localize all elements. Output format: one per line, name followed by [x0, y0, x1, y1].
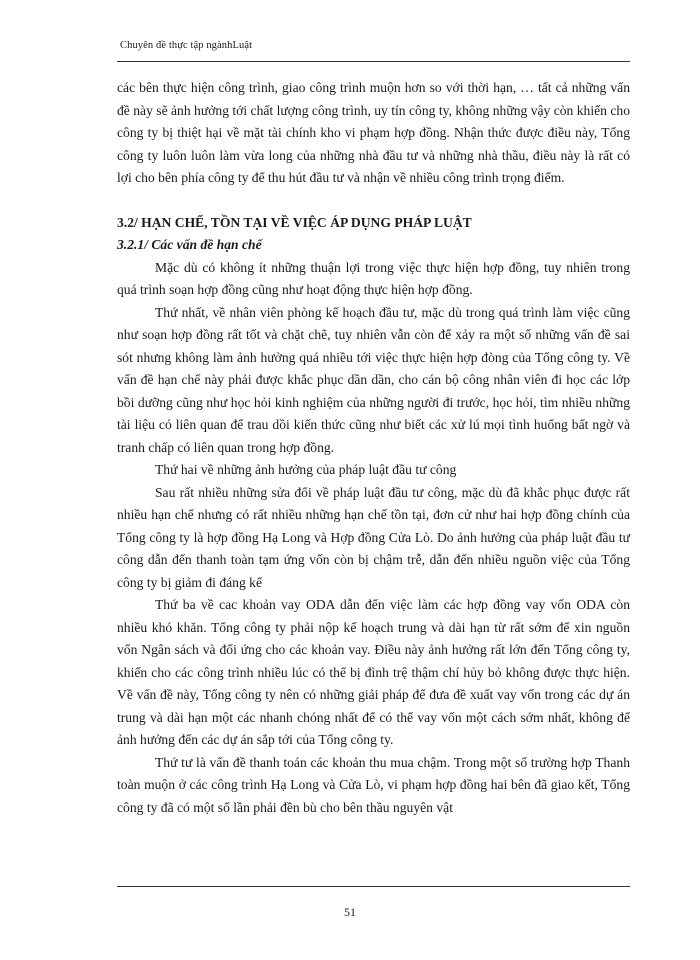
- paragraph-third-limitation: Thứ ba về cac khoản vay ODA dẫn đến việc làm các hợp đồng vay vốn ODA còn nhiều khó khăn. Tổng công ty phải nộp kế hoạch trung và dài hạn từ rất sớm để xin nguồn vốn Ngân sách và đối ứng cho các khoản vay. Điều này ảnh hưởng rất lớn đến Tổng công ty, khiến cho các công trình nhiều lúc có thể bị đình trệ thậm chí hủy bỏ không được thực hiện. Về vấn đề này, Tổng công ty nên có những giải pháp để đưa đề xuất vay vốn trong các dự án trung và dài hạn một các nhanh chóng nhất để có thể vay vốn một cách sớm nhất, không để ảnh hưởng đến các dự án sắp tới của Tổng công ty.: [117, 597, 630, 747]
- paragraph-fourth-limitation: Thứ tư là vấn đề thanh toán các khoản thu mua chậm. Trong một số trường hợp Thanh toàn muộn ở các công trình Hạ Long và Cửa Lò, vi phạm hợp đồng hai bên đã giao kết, Tổng công ty đã có một số lần phải đền bù cho bên thầu nguyên vật: [117, 754, 630, 815]
- header-rule: [117, 61, 630, 62]
- subsection-heading: 3.2.1/ Các vấn đề hạn chế: [117, 237, 262, 252]
- paragraph-continuation: các bên thực hiện công trình, giao công trình muộn hơn so với thời hạn, … tất cả những vấn đề này sẽ ảnh hưởng tới chất lượng công trình, uy tín công ty, không những vậy còn khiến cho công ty bị thiệt hại về mặt tài chính kho vi phạm hợp đồng. Nhận thức được điều này, Tổng công ty luôn luôn làm vừa long của những nhà đầu tư và những nhà thầu, điều này là rất có lợi cho bên phía công ty để thu hút đầu tư và nhận về nhiều công trình trọng điểm.: [117, 80, 630, 185]
- paragraph-intro: Mặc dù có không ít những thuận lợi trong việc thực hiện hợp đồng, tuy nhiên trong quá trình soạn hợp đồng cũng như hoạt động thực hiện hợp đồng.: [117, 259, 630, 297]
- running-header: Chuyên đề thực tập ngànhLuật: [120, 40, 253, 51]
- footer-rule: [117, 886, 630, 887]
- paragraph-second-limitation-title: Thứ hai về những ảnh hưởng của pháp luật đầu tư công: [155, 462, 457, 477]
- paragraph-second-limitation: Sau rất nhiều những sửa đổi về pháp luật đầu tư công, mặc dù đã khắc phục được rất nhiều hạn chế nhưng có rất nhiều những hạn chế tồn tại, đơn cử như hai hợp đồng chính của Tổng công ty là hợp đồng Hạ Long và Hợp đồng Cửa Lò. Do ảnh hưởng của pháp luật đầu tư công dẫn đến thanh toàn tạm ứng vốn còn bị chậm trễ, dẫn đến nhiều nguồn việc của Tổng công ty bị giảm đi đáng kể: [117, 484, 630, 590]
- page-body: [117, 77, 630, 819]
- paragraph-first-limitation: Thứ nhất, về nhân viên phòng kế hoạch đầu tư, mặc dù trong quá trình làm việc cũng như soạn hợp đồng rất tốt và chặt chẽ, tuy nhiên vẫn còn để xảy ra một số những vấn đề sai sót nhưng không làm ảnh hưởng quá nhiều tới việc thực hiện hợp đòng của Tổng công ty. Về vấn đề hạn chế này phải được khắc phục dần dần, cho cán bộ công nhân viên đi học các lớp bồi dưỡng cũng như học hỏi kinh nghiệm của những người đi trước, học hỏi, tìm nhiều những tài liệu có liên quan để trau dồi kiến thức cũng như biết các xử lú mọi tình huống bất ngờ và tranh chấp có liên quan trong hợp đồng.: [117, 304, 630, 455]
- page-number: 51: [344, 905, 356, 919]
- section-heading: 3.2/ HẠN CHẾ, TỒN TẠI VỀ VIỆC ÁP DỤNG PHÁP LUẬT: [117, 214, 472, 230]
